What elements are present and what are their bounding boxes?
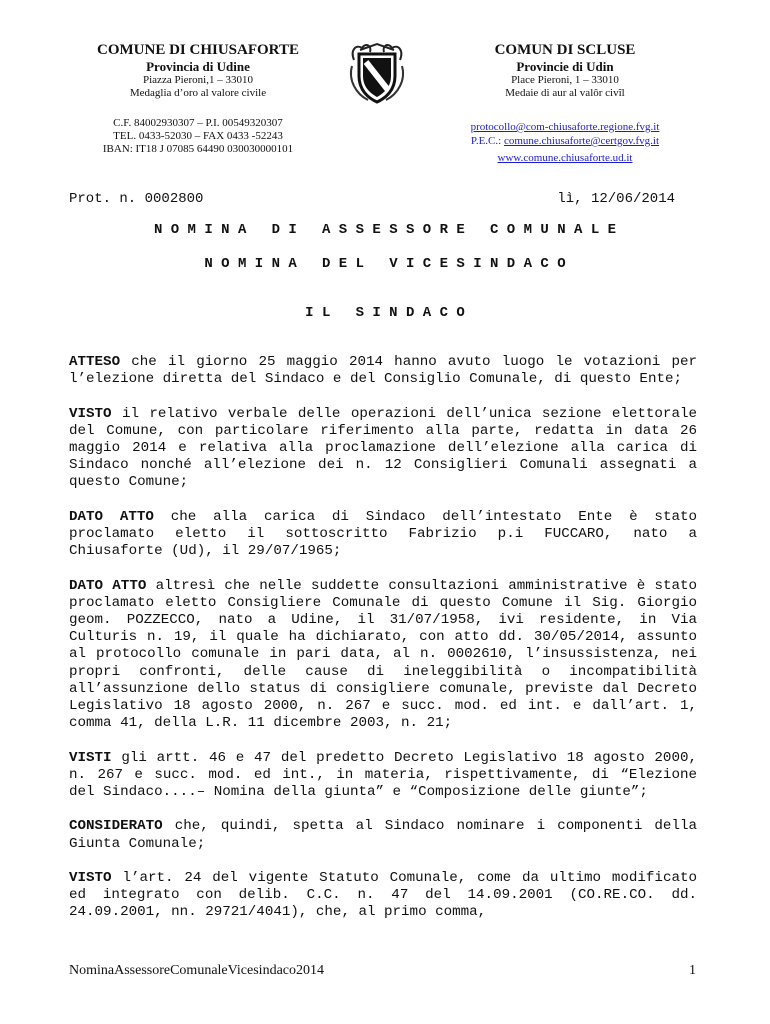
tax-codes: C.F. 84002930307 – P.I. 00549320307: [113, 117, 283, 129]
paragraph-considerato: CONSIDERATO che, quindi, spetta al Sindaco nominare i componenti della Giunta Comunale;: [69, 818, 697, 852]
footer-filename: NominaAssessoreComunaleVicesindaco2014: [69, 963, 324, 978]
website-link[interactable]: www.comune.chiusaforte.ud.it: [497, 152, 633, 164]
title-vicesindaco: N O M I N A D E L V I C E S I N D A C O: [204, 256, 566, 272]
address-friulian: Place Pieroni, 1 – 33010: [511, 74, 619, 86]
pec-label: P.E.C.:: [470, 135, 502, 147]
address: Piazza Pieroni,1 – 33010: [143, 74, 253, 86]
title-sindaco: I L S I N D A C O: [305, 305, 465, 321]
province-name: Provincia di Udine: [146, 59, 250, 74]
iban: IBAN: IT18 J 07085 64490 030030000101: [102, 143, 294, 155]
paragraph-dato-atto-sindaco: DATO ATTO che alla carica di Sindaco dell’intestato Ente è stato proclamato eletto il sottoscritto Fabrizio p.i FUCCARO, nato a Chiusaforte (Ud), il 29/07/1965;: [69, 508, 697, 560]
paragraph-atteso: ATTESO che il giorno 25 maggio 2014 hanno avuto luogo le votazioni per l’elezione diretta del Sindaco e del Consiglio Comunale, di questo Ente;: [69, 354, 697, 388]
header-right: [440, 42, 690, 166]
pec-line: [440, 135, 690, 148]
municipal-crest-icon: [346, 40, 408, 106]
protocol-number: Prot. n. 0002800: [69, 191, 204, 207]
medal-note: Medaglia d’oro al valore civile: [129, 87, 267, 99]
paragraph-visto-verbale: VISTO il relativo verbale delle operazioni dell’unica sezione elettorale del Comune, con particolare riferimento alla parte, redatta in data 26 maggio 2014 e relativa alla proclamazione dell’elezione alla carica di Sindaco nonché all’elezione dei n. 12 Consiglieri Comunali assegnati a questo Comune;: [69, 405, 697, 491]
municipality-name: COMUNE DI CHIUSAFORTE: [97, 42, 299, 58]
paragraph-visto-statuto: VISTO l’art. 24 del vigente Statuto Comunale, come da ultimo modificato ed integrato con delib. C.C. n. 47 del 14.09.2001 (CO.RE.CO. dd. 24.09.2001, nn. 29721/4041), che, al primo comma,: [69, 870, 697, 921]
header-left: [62, 42, 334, 156]
protocol-date: lì, 12/06/2014: [557, 191, 675, 207]
medal-note-friulian: Medaie di aur al valôr civîl: [505, 87, 625, 99]
phone-fax: TEL. 0433-52030 – FAX 0433 -52243: [113, 130, 283, 142]
pec-link[interactable]: comune.chiusaforte@certgov.fvg.it: [503, 135, 660, 147]
page-number: 1: [689, 963, 696, 978]
title-assessore: N O M I N A D I A S S E S S O R E C O M U N A L E: [153, 222, 617, 238]
province-name-friulian: Provincie di Udin: [516, 59, 614, 74]
protocol-line: [69, 191, 675, 207]
document-body: [69, 354, 697, 939]
email-link[interactable]: protocollo@com-chiusaforte.regione.fvg.it: [470, 121, 660, 133]
paragraph-dato-atto-consigliere: DATO ATTO altresì che nelle suddette consultazioni amministrative è stato proclamato eletto Consigliere Comunale di questo Comune il Sig. Giorgio geom. POZZECCO, nato a Udine, il 31/07/1958, ivi residente, in Via Culturis n. 19, il quale ha dichiarato, con atto dd. 30/05/2014, assunto al protocollo comunale in pari data, al n. 0002610, l’insussistenza, nei propri confronti, delle cause di ineleggibilità o incompatibilità all’assunzione dello status di consigliere comunale, previste dal Decreto Legislativo 18 agosto 2000, n. 267 e succ. mod. ed int. e dall’art. 1, comma 41, della L.R. 11 dicembre 2003, n. 21;: [69, 577, 698, 732]
paragraph-visti: VISTI gli artt. 46 e 47 del predetto Decreto Legislativo 18 agosto 2000, n. 267 e succ. mod. ed int., in materia, rispettivamente, di “Elezione del Sindaco....– Nomina della giunta” e “Composizione delle giunte”;: [69, 749, 697, 801]
page-footer: [69, 963, 696, 979]
municipality-name-friulian: COMUN DI SCLUSE: [494, 42, 636, 58]
